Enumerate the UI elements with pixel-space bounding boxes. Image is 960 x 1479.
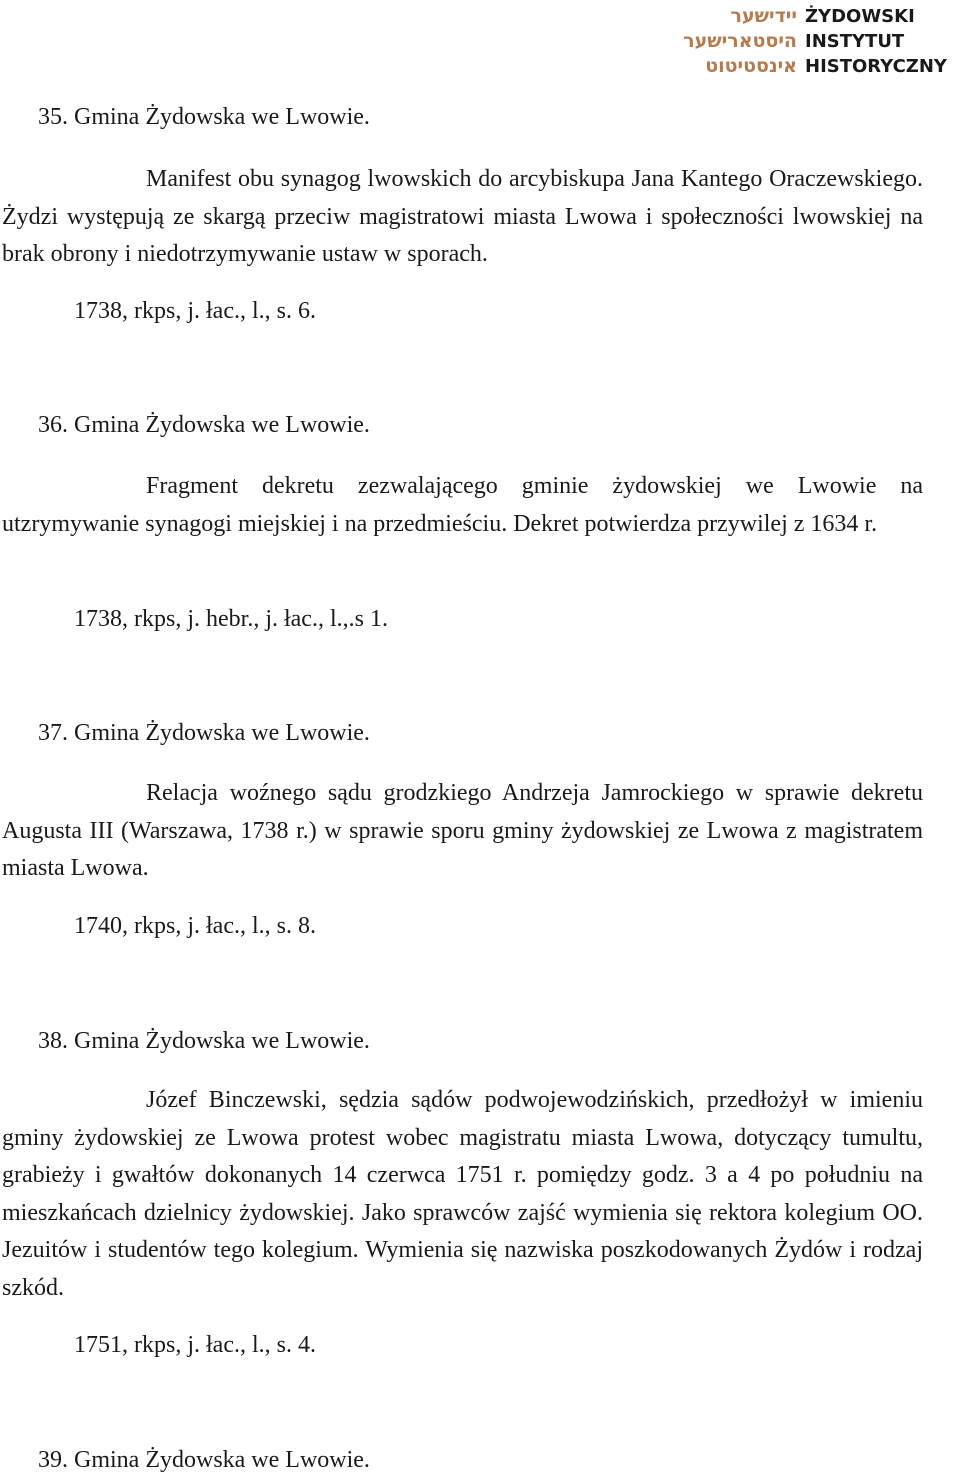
entry-heading: 38. Gmina Żydowska we Lwowie.	[38, 1028, 370, 1054]
entry-heading: 37. Gmina Żydowska we Lwowie.	[38, 720, 370, 746]
entry-description: Manifest obu synagog lwowskich do arcybiskupa Jana Kantego Oraczewskiego. Żydzi występują ze skargą przeciw magistratowi miasta Lwowa i społeczności lwowskiej na brak obrony i niedotrzymywanie ustaw w sporach.	[2, 166, 923, 267]
entry-reference: 1751, rkps, j. łac., l., s. 4.	[74, 1332, 316, 1358]
entry-heading: 36. Gmina Żydowska we Lwowie.	[38, 412, 370, 438]
entry-heading: 39. Gmina Żydowska we Lwowie.	[38, 1447, 370, 1473]
logo-polish-line-3: HISTORYCZNY	[805, 56, 947, 77]
logo-polish-line-1: ŻYDOWSKI	[805, 6, 915, 27]
entry-reference: 1740, rkps, j. łac., l., s. 8.	[74, 913, 316, 939]
logo-yiddish-line-3: אינסטיטוט	[705, 55, 797, 77]
logo-yiddish-line-1: יידישער	[730, 5, 797, 27]
logo-polish-line-2: INSTYTUT	[805, 31, 905, 52]
entry-description: Relacja woźnego sądu grodzkiego Andrzeja Jamrockiego w sprawie dekretu Augusta III (Warszawa, 1738 r.) w sprawie sporu gminy żydowskiej ze Lwowa z magistratem miasta Lwowa.	[2, 780, 923, 881]
entry-reference: 1738, rkps, j. hebr., j. łac., l.,.s 1.	[74, 606, 388, 632]
entry-description: Józef Binczewski, sędzia sądów podwojewodzińskich, przedłożył w imieniu gminy żydowskiej ze Lwowa protest wobec magistratu miasta Lwowa, dotyczący tumultu, grabieży i gwałtów dokonanych 14 czerwca 1751 r. pomiędzy godz. 3 a 4 po południu na mieszkańcach dzielnicy żydowskiej. Jako sprawców zajść wymienia się rektora kolegium OO. Jezuitów i studentów tego kolegium. Wymienia się nazwiska poszkodowanych Żydów i rodzaj szkód.	[2, 1087, 923, 1301]
entry-description: Fragment dekretu zezwalającego gminie żydowskiej we Lwowie na utzrymywanie synagogi miejskiej i na przedmieściu. Dekret potwierdza przywilej z 1634 r.	[2, 473, 923, 537]
entry-reference: 1738, rkps, j. łac., l., s. 6.	[74, 298, 316, 324]
entry-heading: 35. Gmina Żydowska we Lwowie.	[38, 104, 370, 130]
institute-logo	[612, 4, 952, 80]
logo-yiddish-line-2: היסטארישער	[683, 30, 797, 52]
